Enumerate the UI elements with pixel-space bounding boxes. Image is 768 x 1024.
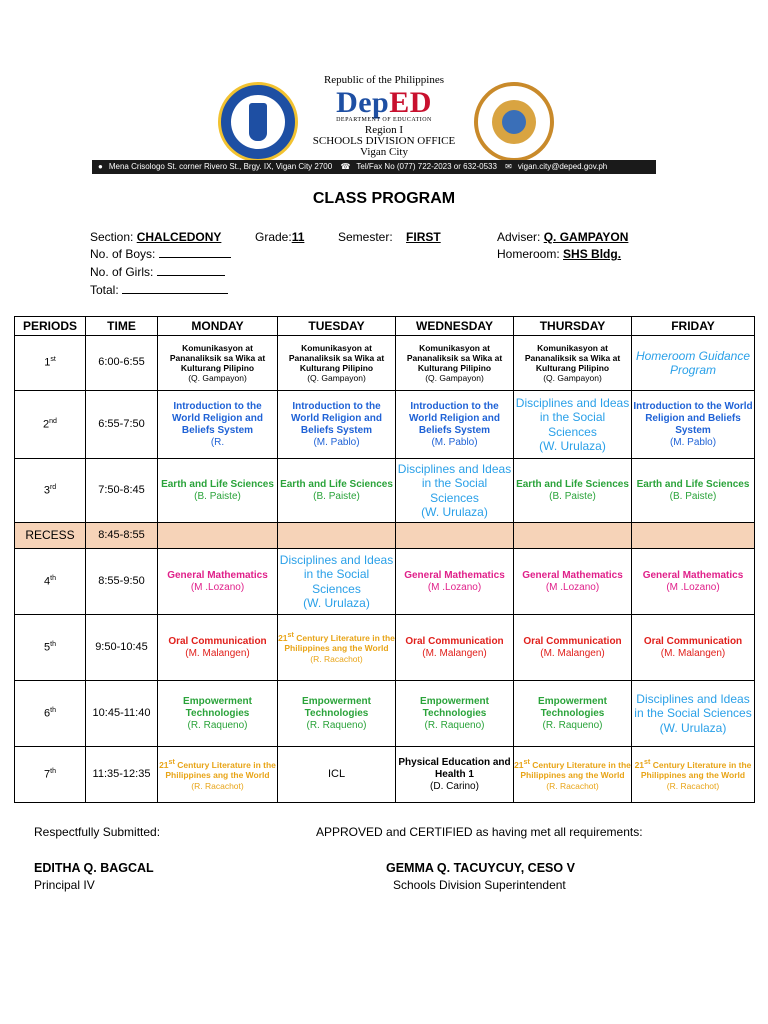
schedule-cell — [632, 615, 755, 681]
subject-name: Physical Education and Health 1 — [398, 756, 511, 780]
teacher-name: (R. Raqueno) — [424, 719, 485, 731]
deped-seal-logo — [218, 82, 298, 162]
teacher-name: (Q. Gampayon) — [307, 373, 366, 384]
period-cell — [15, 615, 86, 681]
period-suffix: th — [50, 706, 56, 714]
girls-label: No. of Girls: — [90, 265, 154, 279]
letterhead — [0, 62, 768, 182]
header-monday: MONDAY — [158, 317, 278, 336]
phone-icon: ☎ — [340, 162, 351, 171]
deped-logo-part2: ED — [389, 86, 432, 119]
semester-field — [338, 230, 441, 244]
approved-label: APPROVED and CERTIFIED as having met all requirements: — [316, 825, 643, 839]
teacher-name: (Q. Gampayon) — [543, 373, 602, 384]
period-suffix: th — [50, 640, 56, 648]
grade-field — [255, 230, 304, 244]
total-blank — [122, 293, 228, 294]
table-row — [15, 391, 755, 459]
teacher-name: (W. Urulaza) — [539, 438, 606, 453]
teacher-name: (R. Racachot) — [546, 780, 599, 791]
period-cell — [15, 391, 86, 459]
teacher-name: (M. Pablo) — [669, 436, 717, 448]
schedule-cell — [278, 549, 396, 615]
teacher-name: (R. Racachot) — [191, 780, 244, 791]
period-number: 6 — [44, 707, 51, 720]
schedule-cell — [514, 681, 632, 747]
page-title: CLASS PROGRAM — [312, 190, 456, 207]
literature-ordinal-suffix: st — [523, 758, 530, 767]
homeroom-value: SHS Bldg. — [563, 247, 622, 261]
grade-value: 11 — [291, 230, 305, 244]
subject-name: Introduction to the World Religion and Beliefs System — [291, 400, 382, 436]
schedule-cell — [158, 615, 278, 681]
schedule-cell — [158, 391, 278, 459]
total-field — [90, 283, 228, 297]
schedule-cell — [278, 681, 396, 747]
region-text: Region I — [364, 124, 404, 136]
subject-name: Komunikasyon at Pananaliksik sa Wika at Kulturang Pilipino — [169, 342, 266, 373]
literature-title: Century Literature in the Philippines ang the World — [165, 760, 276, 781]
subject-name: General Mathematics — [167, 569, 268, 581]
header-friday: FRIDAY — [632, 317, 755, 336]
subject-name: Disciplines and Ideas in the Social Sciences — [515, 395, 630, 439]
subject-name: Disciplines and Ideas in the Social Sciences — [634, 691, 752, 721]
time-cell: 6:55-7:50 — [86, 391, 158, 459]
teacher-name: (R. Racachot) — [310, 653, 363, 664]
schedule-cell — [632, 391, 755, 459]
subject-name: Komunikasyon at Pananaliksik sa Wika at Kulturang Pilipino — [406, 342, 503, 373]
period-cell — [15, 549, 86, 615]
schedule-cell — [278, 336, 396, 391]
teacher-name: (B. Paiste) — [313, 490, 360, 502]
subject-name: Earth and Life Sciences — [636, 478, 750, 490]
teacher-name: (Q. Gampayon) — [425, 373, 484, 384]
republic-text: Republic of the Philippines — [323, 74, 445, 86]
section-field — [90, 230, 221, 244]
girls-field — [90, 265, 225, 279]
schedule-cell — [396, 549, 514, 615]
girls-blank — [157, 275, 225, 276]
total-label: Total: — [90, 283, 119, 297]
recess-time: 8:45-8:55 — [86, 523, 158, 549]
period-number: 2 — [43, 418, 50, 431]
subject-name: Introduction to the World Religion and Beliefs System — [409, 400, 500, 436]
grade-label: Grade: — [255, 230, 292, 244]
teacher-name: (R. — [210, 436, 225, 448]
teacher-name: (W. Urulaza) — [659, 720, 727, 735]
section-label: Section: — [90, 230, 134, 244]
email-icon: ✉ — [505, 162, 512, 171]
subject-name: Earth and Life Sciences — [280, 478, 393, 490]
recess-label: RECESS — [15, 523, 86, 549]
literature-title: Century Literature in the Philippines ang the World — [284, 633, 395, 654]
schedule-cell: ICL — [278, 747, 396, 803]
table-row — [15, 615, 755, 681]
subject-name — [158, 758, 277, 780]
teacher-name: (W. Urulaza) — [303, 595, 370, 610]
recess-cell — [158, 523, 278, 549]
teacher-name: (W. Urulaza) — [421, 504, 488, 519]
literature-ordinal-suffix: st — [644, 758, 651, 767]
telfax-text: Tel/Fax No (077) 722-2023 or 632-0533 — [356, 162, 497, 171]
teacher-name: (R. Raqueno) — [187, 719, 248, 731]
schedule-cell — [514, 391, 632, 459]
table-header-row — [15, 317, 755, 336]
recess-cell — [632, 523, 755, 549]
schedule-cell — [396, 681, 514, 747]
header-time: TIME — [86, 317, 158, 336]
period-suffix: rd — [49, 483, 57, 491]
teacher-name: (M .Lozano) — [666, 581, 720, 593]
teacher-name: (R. Raqueno) — [306, 719, 367, 731]
schedule-cell — [514, 336, 632, 391]
schedule-cell — [158, 336, 278, 391]
teacher-name: (R. Racachot) — [666, 780, 720, 791]
period-number: 7 — [44, 768, 51, 781]
office-text: SCHOOLS DIVISION OFFICE — [312, 135, 456, 147]
header-thursday: THURSDAY — [514, 317, 632, 336]
boys-blank — [159, 257, 231, 258]
teacher-name: (M. Malangen) — [660, 647, 726, 659]
header-periods: PERIODS — [15, 317, 86, 336]
semester-label: Semester: — [338, 230, 393, 244]
teacher-name: (B. Paiste) — [549, 490, 596, 502]
adviser-label: Adviser: — [497, 230, 541, 244]
table-row — [15, 459, 755, 523]
schedule-cell — [514, 615, 632, 681]
principal-name: EDITHA Q. BAGCAL — [34, 861, 154, 875]
schedule-cell — [514, 747, 632, 803]
deped-logo-part1: Dep — [336, 86, 390, 119]
teacher-name: (D. Carino) — [430, 780, 479, 792]
deped-subtext: DEPARTMENT OF EDUCATION — [336, 117, 432, 123]
literature-ordinal: 21 — [159, 760, 169, 771]
recess-cell — [396, 523, 514, 549]
schedule-cell — [158, 681, 278, 747]
period-number: 5 — [44, 641, 51, 654]
adviser-field — [497, 230, 628, 244]
subject-name: Introduction to the World Religion and Beliefs System — [172, 400, 263, 436]
principal-position: Principal IV — [34, 878, 95, 892]
homeroom-field — [497, 247, 621, 261]
schedule-cell — [514, 459, 632, 523]
teacher-name: (M. Malangen) — [422, 647, 487, 659]
time-cell: 6:00-6:55 — [86, 336, 158, 391]
teacher-name: (Q. Gampayon) — [188, 373, 247, 384]
teacher-name: (B. Paiste) — [669, 490, 717, 502]
class-program-table — [14, 316, 755, 803]
schedule-cell — [632, 459, 755, 523]
table-row — [15, 549, 755, 615]
time-cell: 8:55-9:50 — [86, 549, 158, 615]
email-text: vigan.city@deped.gov.ph — [517, 162, 608, 171]
literature-ordinal: 21 — [634, 760, 645, 771]
division-seal-logo — [474, 82, 554, 162]
boys-label: No. of Boys: — [90, 247, 156, 261]
schedule-cell — [158, 459, 278, 523]
schedule-cell — [632, 549, 755, 615]
subject-name: Empowerment Technologies — [302, 695, 371, 719]
superintendent-position: Schools Division Superintendent — [393, 878, 566, 892]
teacher-name: (M. Malangen) — [185, 647, 250, 659]
section-value: CHALCEDONY — [136, 230, 222, 244]
subject-name: Empowerment Technologies — [183, 695, 252, 719]
superintendent-name: GEMMA Q. TACUYCUY, CESO V — [386, 861, 575, 875]
subject-name: Disciplines and Ideas in the Social Sciences — [279, 552, 394, 596]
subject-name: Oral Communication — [523, 635, 622, 647]
teacher-name: (M. Malangen) — [540, 647, 605, 659]
deped-logo-text — [300, 86, 468, 120]
schedule-cell: Homeroom Guidance Program — [632, 336, 755, 391]
schedule-cell — [158, 549, 278, 615]
schedule-cell — [632, 681, 755, 747]
location-pin-icon: ● — [98, 162, 103, 171]
literature-ordinal-suffix: st — [287, 631, 294, 640]
period-suffix: th — [50, 574, 56, 582]
subject-name: Earth and Life Sciences — [516, 478, 629, 490]
literature-ordinal: 21 — [514, 760, 524, 771]
period-suffix: th — [50, 767, 56, 775]
schedule-cell — [278, 391, 396, 459]
subject-name: Oral Communication — [168, 635, 267, 647]
teacher-name: (M. Pablo) — [431, 436, 478, 448]
schedule-cell — [396, 391, 514, 459]
schedule-cell — [632, 747, 755, 803]
teacher-name: (B. Paiste) — [194, 490, 241, 502]
subject-name: Empowerment Technologies — [538, 695, 607, 719]
subject-name: Empowerment Technologies — [420, 695, 489, 719]
subject-name: Disciplines and Ideas in the Social Sciences — [397, 461, 512, 505]
contact-bar — [92, 160, 656, 174]
schedule-cell — [158, 747, 278, 803]
schedule-cell — [514, 549, 632, 615]
subject-name — [278, 631, 395, 653]
literature-ordinal-suffix: st — [168, 758, 175, 767]
table-row — [15, 681, 755, 747]
teacher-name: (M. Pablo) — [313, 436, 360, 448]
subject-name — [514, 758, 631, 780]
recess-cell — [514, 523, 632, 549]
time-cell: 7:50-8:45 — [86, 459, 158, 523]
period-suffix: nd — [49, 417, 57, 425]
subject-name: Komunikasyon at Pananaliksik sa Wika at Kulturang Pilipino — [288, 342, 385, 373]
header-tuesday: TUESDAY — [278, 317, 396, 336]
schedule-cell — [396, 336, 514, 391]
time-cell: 9:50-10:45 — [86, 615, 158, 681]
period-number: 4 — [44, 575, 51, 588]
literature-title: Century Literature in the Philippines ang the World — [520, 760, 631, 781]
subject-name: Earth and Life Sciences — [161, 478, 274, 490]
subject-name: General Mathematics — [404, 569, 505, 581]
homeroom-label: Homeroom: — [497, 247, 560, 261]
header-wednesday: WEDNESDAY — [396, 317, 514, 336]
subject-name: Komunikasyon at Pananaliksik sa Wika at Kulturang Pilipino — [524, 342, 621, 373]
period-number: 3 — [43, 484, 50, 497]
teacher-name: (M .Lozano) — [427, 581, 482, 593]
address-text: Mena Crisologo St. corner Rivero St., Brgy. IX, Vigan City 2700 — [108, 162, 333, 171]
recess-cell — [278, 523, 396, 549]
subject-name — [632, 758, 754, 780]
recess-row — [15, 523, 755, 549]
semester-value: FIRST — [406, 230, 441, 244]
literature-title: Century Literature in the Philippines ang the World — [640, 760, 752, 781]
adviser-value: Q. GAMPAYON — [543, 230, 629, 244]
period-cell — [15, 681, 86, 747]
period-number: 1 — [44, 356, 51, 369]
subject-name: General Mathematics — [522, 569, 623, 581]
submitted-label: Respectfully Submitted: — [34, 825, 161, 839]
subject-name: Introduction to the World Religion and Beliefs System — [633, 400, 753, 436]
schedule-cell — [278, 615, 396, 681]
subject-name: Oral Communication — [405, 635, 504, 647]
schedule-cell — [278, 459, 396, 523]
table-row — [15, 336, 755, 391]
city-text: Vigan City — [360, 146, 408, 158]
period-cell — [15, 459, 86, 523]
time-cell: 10:45-11:40 — [86, 681, 158, 747]
period-cell — [15, 747, 86, 803]
period-suffix: st — [50, 356, 56, 364]
subject-name: Oral Communication — [643, 635, 743, 647]
boys-field — [90, 247, 231, 261]
teacher-name: (M .Lozano) — [545, 581, 600, 593]
teacher-name: (R. Raqueno) — [542, 719, 603, 731]
table-row — [15, 747, 755, 803]
schedule-cell — [396, 459, 514, 523]
teacher-name: (M .Lozano) — [190, 581, 245, 593]
time-cell: 11:35-12:35 — [86, 747, 158, 803]
schedule-cell — [396, 747, 514, 803]
literature-ordinal: 21 — [278, 633, 288, 644]
period-cell — [15, 336, 86, 391]
subject-name: General Mathematics — [642, 569, 744, 581]
schedule-cell — [396, 615, 514, 681]
